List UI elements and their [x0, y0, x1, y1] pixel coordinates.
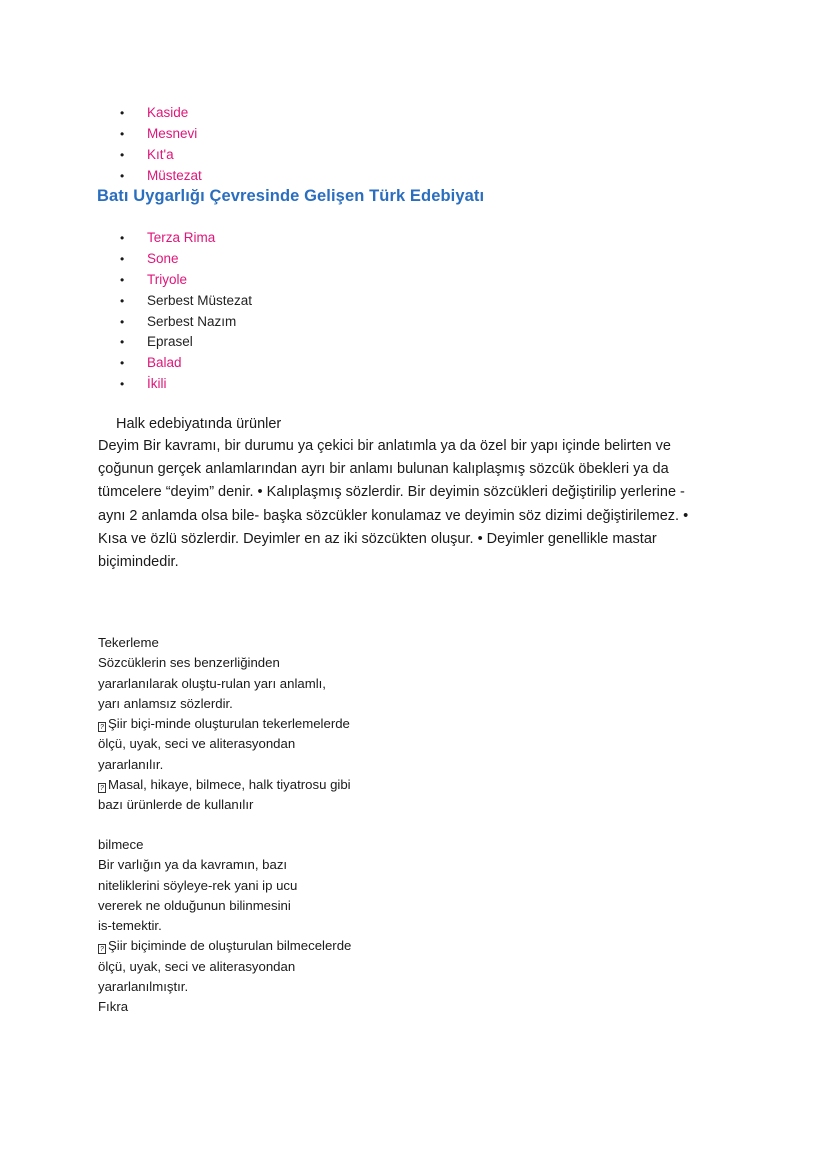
bullet-icon: • [120, 293, 125, 308]
paragraph-line: Deyim Bir kavramı, bir durumu ya çekici bir anlatımla ya da özel bir yapı içinde belirten ve [98, 438, 671, 454]
tekerleme-section [98, 633, 351, 816]
paragraph-line: tümcelere “deyim” denir. • Kalıplaşmış sözlerdir. Bir deyimin sözcükleri değiştirilip yerlerine - [98, 484, 685, 501]
list-item: • Kaside [120, 103, 202, 124]
nazim-list-2 [120, 228, 252, 395]
nazim-list-1 [120, 103, 202, 187]
text-line: ölçü, uyak, seci ve aliterasyondan [98, 736, 296, 752]
list-item: • Terza Rima [120, 228, 252, 249]
list-item: • Sone [120, 249, 252, 270]
bullet-icon: • [120, 126, 125, 141]
halk-edebiyati-title: Halk edebiyatında ürünler [116, 416, 282, 432]
bullet-icon: • [120, 106, 125, 120]
section-title: Tekerleme [98, 635, 159, 650]
section-heading: Batı Uygarlığı Çevresinde Gelişen Türk Edebiyatı [97, 187, 485, 205]
bullet-icon: • [120, 377, 125, 392]
missing-glyph-icon: ? [98, 944, 106, 954]
text-line: yararlanılır. [98, 756, 164, 772]
paragraph-line: aynı 2 anlamda olsa bile- başka sözcükler konulamaz ve deyimin söz dizimi değiştirilemez. • [98, 507, 689, 524]
text-line: Bir varlığın ya da kavramın, bazı [98, 857, 288, 873]
missing-glyph-icon: ? [98, 722, 106, 732]
text-line: yararlanılmıştır. [98, 979, 189, 995]
text-line: vererek ne olduğunun bilinmesini [98, 897, 291, 913]
text-line: Sözcüklerin ses benzerliğinden [98, 655, 280, 671]
text-line: ? Masal, hikaye, bilmece, halk tiyatrosu gibi [98, 775, 351, 795]
list-item: • Mesnevi [120, 124, 202, 145]
list-item: • Serbest Nazım [120, 312, 252, 333]
bullet-icon: • [120, 335, 125, 350]
list-item: • İkili [120, 374, 252, 395]
list-item: • Serbest Müstezat [120, 291, 252, 312]
bullet-icon: • [120, 231, 125, 245]
paragraph-line: Kısa ve özlü sözlerdir. Deyimler en az iki sözcükten oluşur. • Deyimler genellikle mastar [98, 530, 657, 547]
text-line: is-temektir. [98, 918, 162, 934]
fikra-title: Fıkra [98, 999, 129, 1015]
text-line: ölçü, uyak, seci ve aliterasyondan [98, 958, 296, 974]
bullet-icon: • [120, 356, 125, 371]
text-line: yarı anlamsız sözlerdir. [98, 695, 233, 711]
bullet-icon: • [120, 147, 125, 162]
list-item: • Eprasel [120, 332, 252, 353]
text-line: ? Şiir biçi-minde oluşturulan tekerlemelerde [98, 714, 351, 734]
bullet-icon: • [120, 314, 125, 329]
text-line: yararlanılarak oluştu-rulan yarı anlamlı, [98, 675, 326, 691]
text-line: niteliklerini söyleye-rek yani ip ucu [98, 877, 298, 893]
list-item: • Müstezat [120, 166, 202, 187]
paragraph-line: biçimindedir. [98, 554, 179, 571]
bullet-icon: • [120, 168, 125, 183]
list-item: • Kıt'a [120, 145, 202, 166]
list-item: • Balad [120, 353, 252, 374]
bullet-icon: • [120, 272, 125, 287]
paragraph-line: çoğunun gerçek anlamlarından ayrı bir anlamı bulunan kalıplaşmış sözcük öbekleri ya da [98, 461, 669, 478]
bullet-icon: • [120, 251, 125, 266]
text-line: ? Şiir biçiminde de oluşturulan bilmecelerde [98, 936, 351, 956]
deyim-paragraph [98, 435, 728, 574]
list-item: • Triyole [120, 270, 252, 291]
text-line: bazı ürünlerde de kullanılır [98, 797, 254, 813]
bilmece-section [98, 835, 351, 1018]
missing-glyph-icon: ? [98, 783, 106, 793]
section-title: bilmece [98, 837, 144, 852]
